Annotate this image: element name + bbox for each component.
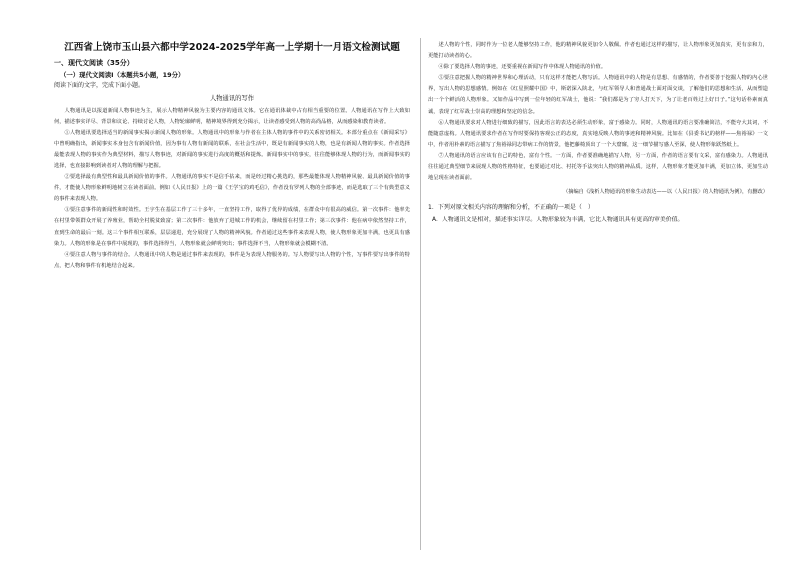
column-divider: [420, 38, 421, 550]
subsection-heading: （一）现代文阅读Ⅰ（本题共5小题，19分）: [60, 71, 185, 79]
article-paragraph: 人物通讯是以报道新闻人物事迹为主，展示人物精神风貌为主要内容的通讯文体。它在通讯体裁中占有相当重要的位置。人物通讯在写作上大致如何，描述事实详尽、背景和议论、持续讨论人物，人物轮廓鲜明，精神境界得到充分揭示，让读者感受到人物的高尚品格，从而感染和教育读者。: [54, 107, 410, 125]
section-heading: 一、现代文阅读（35分）: [54, 59, 134, 67]
left-column: [54, 40, 410, 555]
article-paragraph: ②要选择最有典型性和最具新闻价值的事件。人物通讯的事实不是信手拈来，而是经过精心挑选的，那些最能体现人物精神风貌、最具新闻价值的事件，才能使人物形象鲜明地树立在读者面前。例如《人民日报》上的一篇《王学宝的鸡毛信》，作者没有罗列人物的全部事迹，而是选取了三个有典型意义的事件来表现人物。: [54, 174, 410, 203]
article-paragraph: ⑦人物通讯的语言应该有自己的特色，富有个性。一方面，作者要准确地描写人物，另一方面，作者的语言要有文采，富有感染力。人物通讯往往通过典型细节来展现人物的性格特征，也要通过对比、衬托等手法突出人物的精神品质。这样，人物形象才能更加丰满，更加立体，更加生动地呈现在读者面前。: [428, 152, 768, 182]
right-column: [428, 40, 768, 555]
article-paragraph: ①人物通讯要选择适当的新闻事实揭示新闻人物的形象。人物通讯中的形象与作者在主体人物的事件中的关系密切相关。本部分重点在《新闻采写》中曾明确指出，新闻事实本身包含有新闻价值，因为事有人物有新闻的联系，在社会生活中，既是有新闻事实的人物，也是有新闻人物的事实。作者选择最能表现人物的事实作为典型材料，描写人物事迹，对新闻的事实进行高度的概括和提炼。新闻事实中的事实，往往能够体现人物的行为，而新闻事实的选择，也直接影响到读者对人物的理解与把握。: [54, 129, 410, 169]
article-paragraph: ⑥人物通讯要求对人物进行细致的描写，因此语言的表达必须生动形象，富于感染力。同时，人物通讯的语言要准确简洁，不能夸大其词，不能随意虚构。人物通讯要求作者在写作时要保持客观公正的态度，真实地反映人物的事迹和精神风貌。比如在《县委书记的榜样——焦裕禄》一文中，作者用朴素的语言描写了焦裕禄同志带病工作的情景，他把藤椅顶出了一个大窟窿，这一细节描写感人至深，使人物形象跃然纸上。: [428, 119, 768, 148]
article-title: 人物通讯的写作: [209, 94, 255, 102]
article-paragraph: ④要注意人物与事件的结合。人物通讯中的人物是通过事件来表现的，事件是为表现人物服务的。写人物要写出人物的个性，写事件要写出事件的特点，把人物和事件有机地结合起来。: [54, 251, 410, 269]
question-1: 1．下列对原文相关内容的理解和分析，不正确的一项是（ ）: [428, 204, 594, 212]
article-source: （摘编自《浅析人物通讯的形象生动表达——以〈人民日报〉的人物通讯为例》，有删改）: [563, 189, 768, 196]
question-1-option-a: A．人物通讯文是相对，描述事实详尽。人物形象较为丰满，它比人物通讯具有更高的审美价值。: [432, 217, 684, 224]
article-paragraph: ⑤要注意把握人物的精神世界和心理活动，只有这样才能把人物写活。人物通讯中的人物是有思想、有感情的，作者要善于挖掘人物的内心世界，写出人物的思想感情。例如在《红星照耀中国》中，斯诺深入陕北，与红军领导人和普通战士面对面交谈，了解他们的思想和生活，从而塑造出一个个鲜活的人物形象。又如作品中写到一位年轻的红军战士，他说：“我们都是为了穷人打天下，为了让老百姓过上好日子。”这句话朴素而真诚，表现了红军战士崇高的理想和坚定的信念。: [428, 75, 768, 115]
article-paragraph: ③要注意事件的新闻性和时效性。王宇生在基层工作了三十多年，一直坚持工作，取得了优异的成绩，在群众中有很高的威信。第一次事件：他率先在村里带领群众开展了养殖业，帮助全村脱贫致富；第二次事件：他放弃了进城工作的机会，继续留在村里工作；第三次事件：他在病中依然坚持工作，直到生命的最后一刻。这三个事件相互联系，层层递进，充分展现了人物的精神风貌。作者通过这些事件来表现人物，使人物形象更加丰满，也更具有感染力。人物的形象是在事件中展现的，事件选择得当，人物形象就会鲜明突出；事件选择不当，人物形象就会模糊不清。: [54, 207, 410, 247]
article-paragraph: 述人物的个性，同时作为一位老人能够坚持工作，他的精神风貌更加令人敬佩。作者也通过这样的描写，让人物形象更加真实，更有亲和力，更能打动读者的心。: [428, 42, 768, 60]
reading-instruction: 阅读下面的文字，完成下面小题。: [54, 82, 145, 89]
article-paragraph: ④除了要选择人物的事迹，还要重视在新闻写作中体现人物通讯的价值。: [438, 64, 607, 71]
exam-title: 江西省上饶市玉山县六都中学2024-2025学年高一上学期十一月语文检测试题: [64, 42, 400, 53]
